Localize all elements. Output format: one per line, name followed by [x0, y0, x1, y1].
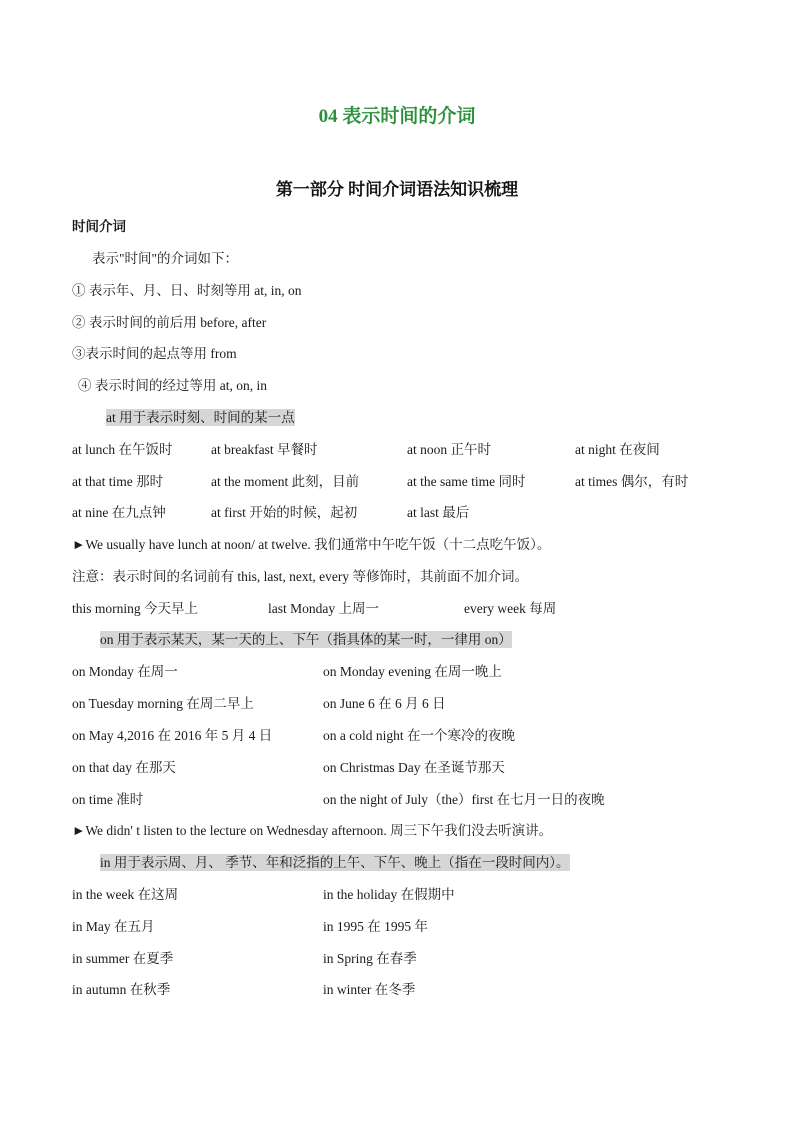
in-row-4-col-2: in winter 在冬季 [323, 982, 416, 997]
at-row-1-col-4: at night 在夜间 [575, 442, 660, 457]
note-example-3: every week 每周 [464, 601, 557, 616]
on-row-1-col-2: on Monday evening 在周一晚上 [323, 664, 502, 679]
in-row-2-col-1: in May 在五月 [72, 919, 155, 934]
on-row-4-col-2: on Christmas Day 在圣诞节那天 [323, 760, 505, 775]
intro-point-1: ① 表示年、月、日、时刻等用 at, in, on [72, 283, 302, 298]
in-row-3-col-2: in Spring 在春季 [323, 951, 417, 966]
in-row-4-col-1: in autumn 在秋季 [72, 982, 171, 997]
at-row-2-col-4: at times 偶尔，有时 [575, 474, 689, 489]
on-row-3-col-1: on May 4,2016 在 2016 年 5 月 4 日 [72, 728, 273, 743]
part-heading: 第一部分 时间介词语法知识梳理 [275, 180, 519, 199]
on-row-5-col-1: on time 准时 [72, 792, 144, 807]
at-example: ►We usually have lunch at noon/ at twelve. 我们通常中午吃午饭（十二点吃午饭）。 [72, 537, 551, 552]
at-row-2-col-2: at the moment 此刻，目前 [211, 474, 360, 489]
intro-point-2: ② 表示时间的前后用 before, after [72, 315, 267, 330]
at-heading: at 用于表示时刻、时间的某一点 [106, 410, 295, 425]
in-row-1-col-2: in the holiday 在假期中 [323, 887, 455, 902]
note-example-1: this morning 今天早上 [72, 601, 199, 616]
note-example-2: last Monday 上周一 [268, 601, 379, 616]
in-heading: in 用于表示周、月、 季节、年和泛指的上午、下午、晚上（指在一段时间内）。 [100, 855, 570, 870]
intro-line: 表示"时间"的介词如下： [92, 251, 239, 266]
at-note: 注意：表示时间的名词前有 this, last, next, every 等修饰时，其前面不加介词。 [72, 569, 528, 584]
on-row-3-col-2: on a cold night 在一个寒冷的夜晚 [323, 728, 515, 743]
at-row-1-col-1: at lunch 在午饭时 [72, 442, 173, 457]
on-row-4-col-1: on that day 在那天 [72, 760, 176, 775]
intro-point-4: ④ 表示时间的经过等用 at, on, in [78, 378, 267, 393]
at-row-2-col-1: at that time 那时 [72, 474, 164, 489]
at-row-1-col-3: at noon 正午时 [407, 442, 491, 457]
on-heading: on 用于表示某天，某一天的上、下午（指具体的某一时，一律用 on） [100, 632, 512, 647]
at-row-3-col-1: at nine 在九点钟 [72, 505, 166, 520]
in-row-1-col-1: in the week 在这周 [72, 887, 179, 902]
at-row-2-col-3: at the same time 同时 [407, 474, 526, 489]
document-title: 04 表示时间的介词 [318, 106, 476, 127]
on-row-5-col-2: on the night of July（the）first 在七月一日的夜晚 [323, 792, 605, 807]
on-example: ►We didn' t listen to the lecture on Wednesday afternoon. 周三下午我们没去听演讲。 [72, 823, 553, 838]
on-row-2-col-2: on June 6 在 6 月 6 日 [323, 696, 446, 711]
section-label: 时间介词 [72, 219, 126, 234]
on-row-2-col-1: on Tuesday morning 在周二早上 [72, 696, 254, 711]
on-row-1-col-1: on Monday 在周一 [72, 664, 178, 679]
at-row-3-col-2: at first 开始的时候，起初 [211, 505, 358, 520]
in-row-2-col-2: in 1995 在 1995 年 [323, 919, 429, 934]
intro-point-3: ③表示时间的起点等用 from [72, 346, 237, 361]
at-row-1-col-2: at breakfast 早餐时 [211, 442, 318, 457]
in-row-3-col-1: in summer 在夏季 [72, 951, 174, 966]
at-row-3-col-3: at last 最后 [407, 505, 470, 520]
